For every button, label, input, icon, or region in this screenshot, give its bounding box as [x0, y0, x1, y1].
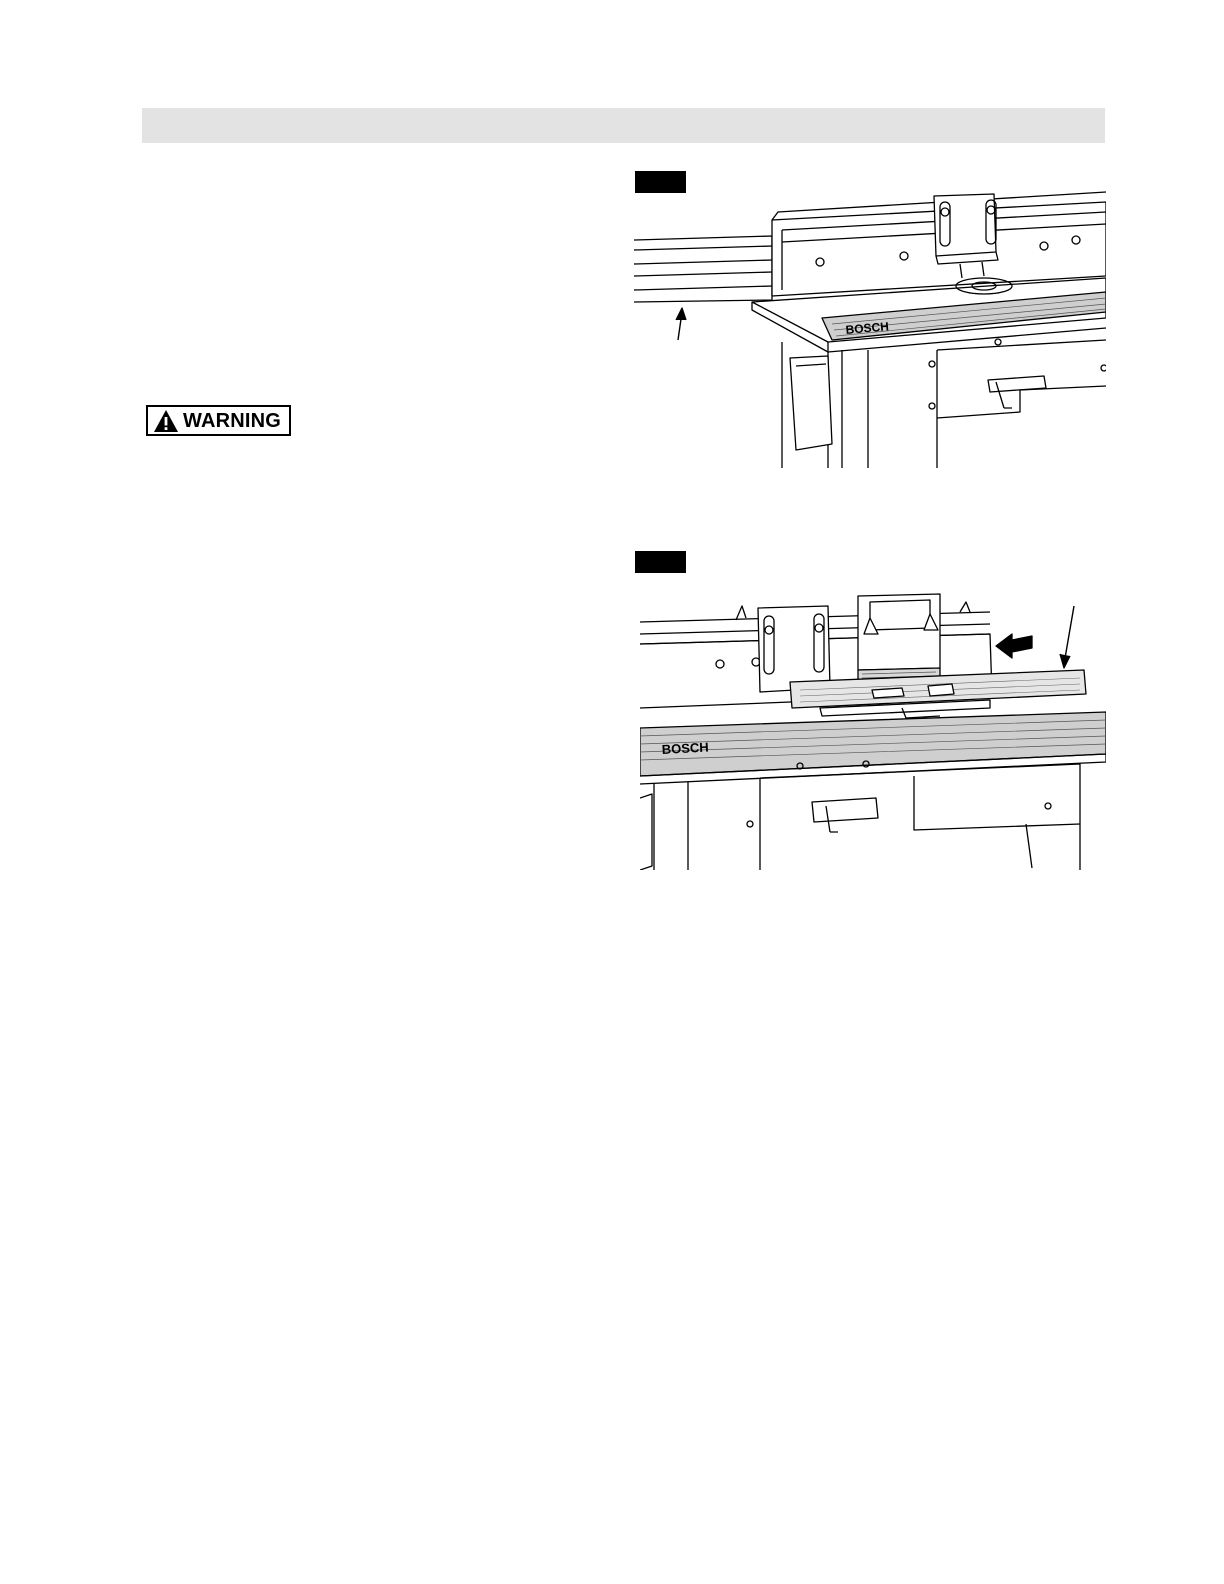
figure-tag-bottom	[635, 551, 686, 573]
router-table-feeding-illustration	[640, 578, 1106, 870]
bosch-brand-text-top: BOSCH	[845, 319, 890, 337]
warning-triangle-icon	[153, 409, 179, 433]
section-header-bar	[142, 108, 1105, 143]
warning-label	[146, 405, 291, 436]
bosch-brand-text-bottom: BOSCH	[661, 739, 710, 757]
router-table-fence-illustration	[632, 190, 1106, 468]
warning-text: WARNING	[183, 409, 282, 432]
